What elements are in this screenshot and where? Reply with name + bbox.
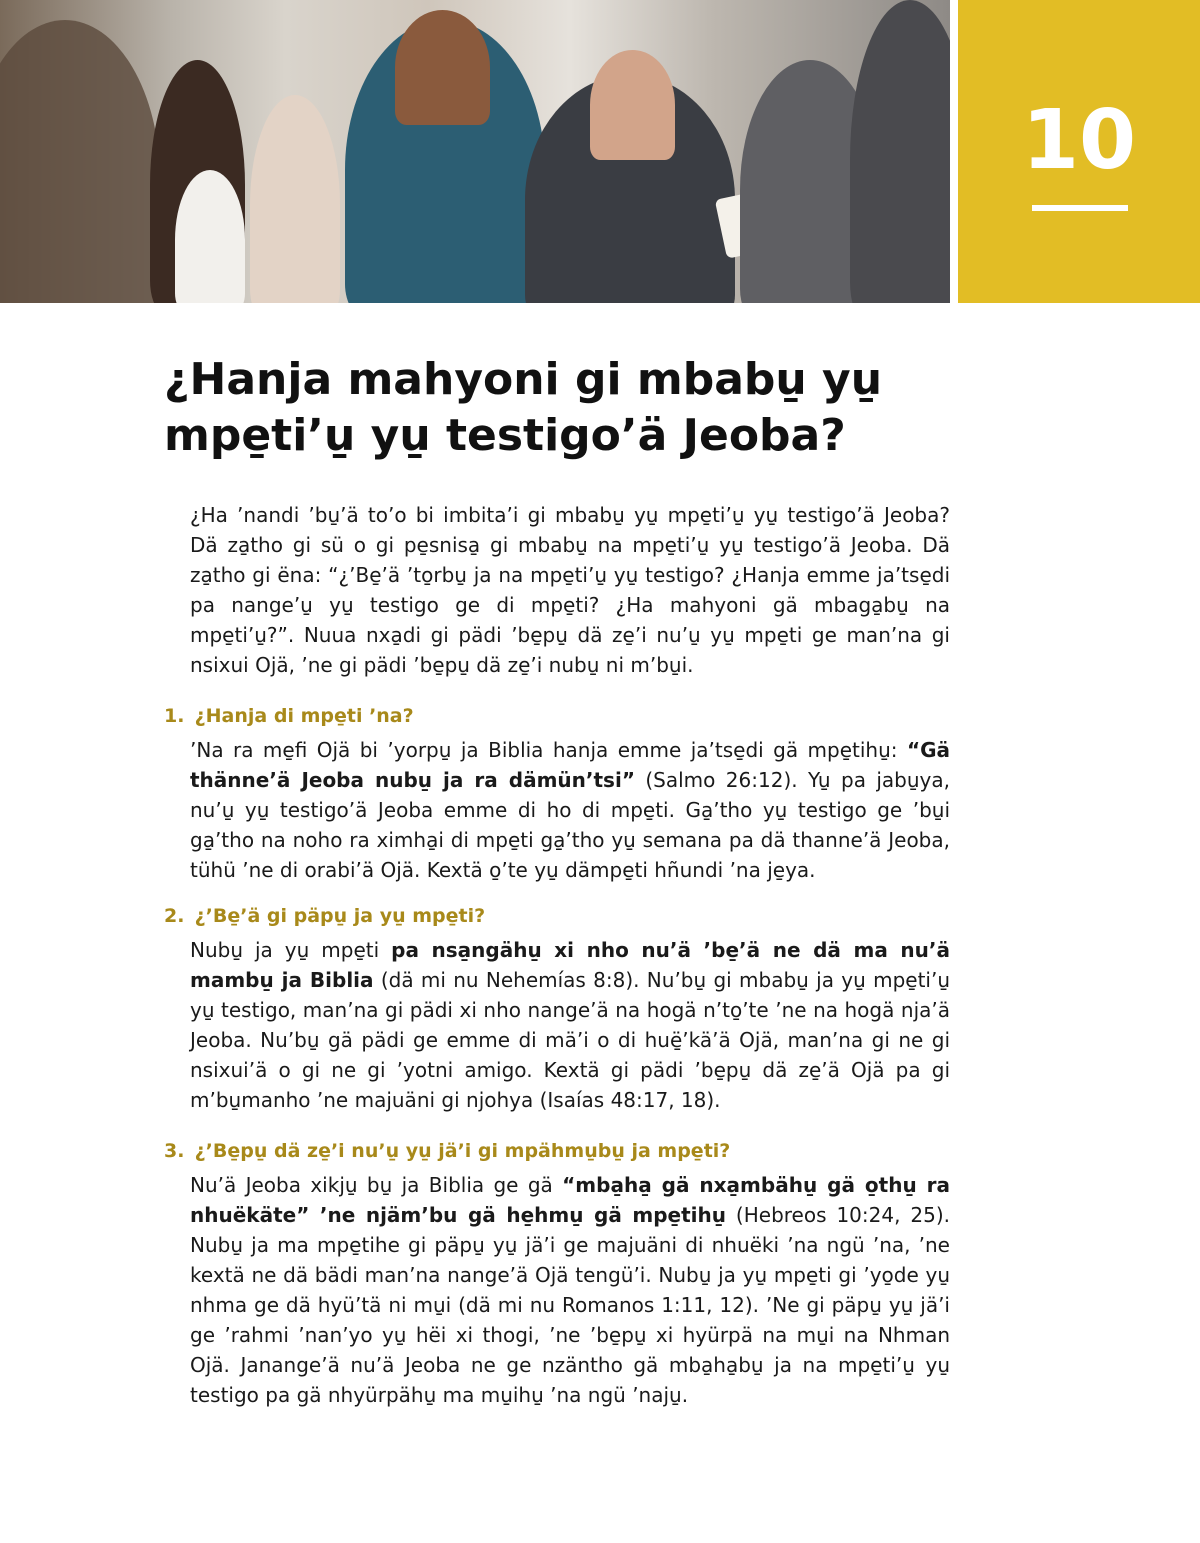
section-number: 2. <box>164 905 185 927</box>
section-heading-1 <box>164 705 414 727</box>
section-body-3 <box>190 1170 950 1410</box>
section-heading-3 <box>164 1140 730 1162</box>
section-body-2 <box>190 935 950 1115</box>
text-run: (Salmo 26:12). Yu̱ pa jabu̱ya, nu’u̱ yu̱ testigo’ä Jeoba emme di ho di mpe̱ti. Ga̱’tho yu̱ testigo ge ’bu̱i ga̱’tho na noho ra ximha̱i di mpe̱ti ga̱’tho yu̱ semana pa dä thanne’ä Jeoba, tühü ’ne di orabi’ä Ojä. Kextä o̱’te yu̱ dämpe̱ti hñundi ’na je̱ya. <box>190 768 950 882</box>
section-body-1 <box>190 735 950 885</box>
section-question: ¿’Be̱pu̱ dä ze̱’i nu’u̱ yu̱ jä’i gi mpähmu̱bu̱ ja mpe̱ti? <box>194 1140 731 1162</box>
section-number: 1. <box>164 705 185 727</box>
text-run: Nubu̱ ja yu̱ mpe̱ti <box>190 938 392 962</box>
text-run: Nu’ä Jeoba xikju̱ bu̱ ja Biblia ge gä <box>190 1173 563 1197</box>
section-number: 3. <box>164 1140 185 1162</box>
badge-underline <box>1032 205 1128 211</box>
intro-block <box>190 500 950 680</box>
section-paragraph <box>190 935 950 1115</box>
chapter-badge <box>958 0 1200 303</box>
intro-paragraph: ¿Ha ’nandi ’bu̱’ä to’o bi imbita’i gi mbabu̱ yu̱ mpe̱ti’u̱ yu̱ testigo’ä Jeoba? Dä za̱tho gi sü o gi pe̱snisa̱ gi mbabu̱ na mpe̱ti’u̱ yu̱ testigo’ä Jeoba. Dä za̱tho gi ëna: “¿’Be̱’ä ’to̱rbu̱ ja na mpe̱ti’u̱ yu̱ testigo? ¿Hanja emme ja’tse̱di pa nange’u̱ yu̱ testigo ge di mpe̱ti? ¿Ha mahyoni gä mbaga̱bu̱ na mpe̱ti’u̱?”. Nuua nxa̱di gi pädi ’be̱pu̱ dä ze̱’i nu’u̱ yu̱ mpe̱ti ge man’na gi nsixui Ojä, ’ne gi pädi ’be̱pu̱ dä ze̱’i nubu̱ ni m’bu̱i. <box>190 503 950 677</box>
chapter-number: 10 <box>1021 93 1137 188</box>
section-heading-2 <box>164 905 485 927</box>
section-question: ¿’Be̱’ä gi päpu̱ ja yu̱ mpe̱ti? <box>194 905 486 927</box>
page-title: ¿Hanja mahyoni gi mbabu̱ yu̱ mpe̱ti’u̱ yu̱ testigo’ä Jeoba? <box>164 354 883 461</box>
section-paragraph <box>190 735 950 885</box>
hero-photo <box>0 0 950 303</box>
bold-quote: “Gä thänne’ä Jeoba nubu̱ ja ra dämün’tsi” <box>190 738 950 792</box>
section-question: ¿Hanja di mpe̱ti ’na? <box>194 705 414 727</box>
bold-phrase: pa nsa̱ngähu̱ xi nho nu’ä ’be̱’ä ne dä ma nu’ä mambu̱ ja Biblia <box>190 938 950 992</box>
text-run: (Hebreos 10:24, 25). Nubu̱ ja ma mpe̱tihe gi päpu̱ yu̱ jä’i ge majuäni di nhuëki ’na ngü ’na, ’ne kextä ne dä bädi man’na nange’ä Ojä tengü’i. Nubu̱ ja yu̱ mpe̱ti gi ’yo̱de yu̱ nhma ge dä hyü’tä ni mu̱i (dä mi nu Romanos 1:11, 12). ’Ne gi päpu̱ yu̱ jä’i ge ’rahmi ’nan’yo yu̱ hëi xi thogi, ’ne ’be̱pu̱ xi hyürpä na mu̱i na Nhman Ojä. Janange’ä nu’ä Jeoba ne ge nzäntho gä mba̱ha̱bu̱ ja na mpe̱ti’u̱ yu̱ testigo pa gä nhyürpähu̱ ma mu̱ihu̱ ’na ngü ’naju̱. <box>190 1203 951 1407</box>
text-run: ’Na ra me̱fi Ojä bi ’yorpu̱ ja Biblia hanja emme ja’tse̱di gä mpe̱tihu̱: <box>190 738 907 762</box>
bold-quote: “mba̱ha̱ gä nxa̱mbähu̱ gä o̱thu̱ ra nhuëkäte” ’ne njäm’bu gä he̱hmu̱ gä mpe̱tihu̱ <box>190 1173 951 1227</box>
text-run: (dä mi nu Nehemías 8:8). Nu’bu̱ gi mbabu̱ ja yu̱ mpe̱ti’u̱ yu̱ testigo, man’na gi pädi xi nho nange’ä na hogä n’to̱’te ’ne na hogä nja’ä Jeoba. Nu’bu̱ gä pädi ge emme di mä’i o di huë̱’kä’ä Ojä, man’na gi ne gi nsixui’ä o gi ne gi ’yotni amigo. Kextä gi pädi ’be̱pu̱ dä ze̱’ä Ojä pa gi m’bu̱manho ’ne majuäni gi njohya (Isaías 48:17, 18). <box>190 968 950 1112</box>
section-paragraph <box>190 1170 950 1410</box>
